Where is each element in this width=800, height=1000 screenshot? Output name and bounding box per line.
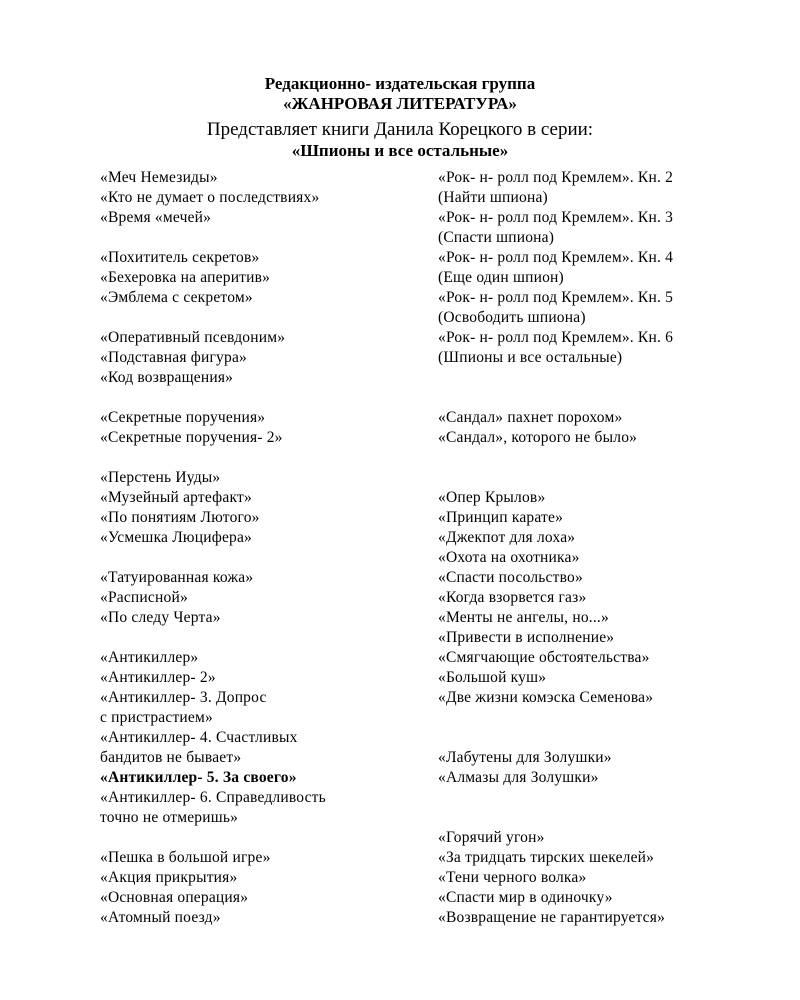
book-title-line: «Антикиллер- 5. За своего» <box>100 769 297 786</box>
blank-line <box>438 808 783 828</box>
blank-line <box>438 708 783 728</box>
book-title-line: «Перстень Иуды» <box>100 469 221 486</box>
book-title-line: «Рок- н- ролл под Кремлем». Кн. 3 <box>438 209 674 226</box>
blank-line <box>438 448 783 468</box>
blank-line <box>100 548 420 568</box>
book-title-line: «Сандал», которого не было» <box>438 429 638 446</box>
left-book-list <box>100 168 420 928</box>
book-title-line: «Эмблема с секретом» <box>100 289 253 306</box>
book-title-line: «Тени черного волка» <box>438 869 587 886</box>
book-title-line: «Татуированная кожа» <box>100 569 254 586</box>
book-title-line: «Принцип карате» <box>438 509 564 526</box>
blank-line <box>100 448 420 468</box>
presents-line: Представляет книги Данила Корецкого в серии: <box>206 119 594 140</box>
book-title-line: «Код возвращения» <box>100 369 234 386</box>
right-book-list <box>438 168 783 928</box>
book-title-line: «Большой куш» <box>438 669 547 686</box>
book-title-line: «Антикиллер- 6. Справедливость <box>100 789 326 806</box>
book-title-line: «Джекпот для лоха» <box>438 529 576 546</box>
book-title-line: «Подставная фигура» <box>100 349 247 366</box>
book-title-line: «Рок- н- ролл под Кремлем». Кн. 5 <box>438 289 674 306</box>
book-title-line: «Лабутены для Золушки» <box>438 749 612 766</box>
blank-line <box>438 788 783 808</box>
book-title-line: «Рок- н- ролл под Кремлем». Кн. 6 <box>438 329 674 346</box>
book-title-line: «За тридцать тирских шекелей» <box>438 849 655 866</box>
book-title-line: (Шпионы и все остальные) <box>438 349 623 366</box>
book-title-line: бандитов не бывает» <box>100 749 242 766</box>
book-title-line: «Оперативный псевдоним» <box>100 329 286 346</box>
book-title-line: «Когда взорвется газ» <box>438 589 587 606</box>
book-title-line: «Привести в исполнение» <box>438 629 615 646</box>
book-title-line: «Усмешка Люцифера» <box>100 529 253 546</box>
publisher-name: Редакционно- издательская группа <box>264 74 536 93</box>
book-title-line: «Две жизни комэска Семенова» <box>438 689 654 706</box>
book-title-line: «Спасти мир в одиночку» <box>438 889 613 906</box>
blank-line <box>100 308 420 328</box>
book-title-line: «Похититель секретов» <box>100 249 260 266</box>
book-title-line: «Охота на охотника» <box>438 549 580 566</box>
blank-line <box>100 628 420 648</box>
book-title-line: «Возвращение не гарантируется» <box>438 909 666 926</box>
blank-line <box>100 828 420 848</box>
book-title-line: «По понятиям Лютого» <box>100 509 260 526</box>
book-title-line: (Освободить шпиона) <box>438 309 586 326</box>
book-title-line: «Спасти посольство» <box>438 569 583 586</box>
book-title-line: «Антикиллер- 3. Допрос <box>100 689 267 706</box>
blank-line <box>438 388 783 408</box>
blank-line <box>100 388 420 408</box>
book-title-line: «Меч Немезиды» <box>100 169 218 186</box>
publisher-group-title: «ЖАНРОВАЯ ЛИТЕРАТУРА» <box>283 94 517 113</box>
book-title-line: «Алмазы для Золушки» <box>438 769 599 786</box>
book-title-line: «Сандал» пахнет порохом» <box>438 409 623 426</box>
book-title-line: «Основная операция» <box>100 889 249 906</box>
book-title-line: «Секретные поручения- 2» <box>100 429 283 446</box>
book-title-line: «Музейный артефакт» <box>100 489 252 506</box>
book-title-line: «Антикиллер» <box>100 649 199 666</box>
book-title-line: (Спасти шпиона) <box>438 229 555 246</box>
blank-line <box>438 468 783 488</box>
book-title-line: «Антикиллер- 2» <box>100 669 216 686</box>
book-title-line: «Пешка в большой игре» <box>100 849 271 866</box>
book-title-line: «Бехеровка на аперитив» <box>100 269 271 286</box>
blank-line <box>438 728 783 748</box>
book-title-line: точно не отмеришь» <box>100 809 239 826</box>
book-title-line: (Еще один шпион) <box>438 269 564 286</box>
book-title-line: «Рок- н- ролл под Кремлем». Кн. 2 <box>438 169 674 186</box>
book-title-line: (Найти шпиона) <box>438 189 548 206</box>
book-title-line: «Расписной» <box>100 589 188 606</box>
book-title-line: «Секретные поручения» <box>100 409 266 426</box>
book-title-line: с пристрастием» <box>100 709 213 726</box>
book-title-line: «Атомный поезд» <box>100 909 221 926</box>
book-title-line: «Рок- н- ролл под Кремлем». Кн. 4 <box>438 249 674 266</box>
book-title-line: «По следу Черта» <box>100 609 221 626</box>
blank-line <box>438 368 783 388</box>
book-title-line: «Смягчающие обстоятельства» <box>438 649 650 666</box>
book-title-line: «Антикиллер- 4. Счастливых <box>100 729 298 746</box>
book-title-line: «Акция прикрытия» <box>100 869 238 886</box>
blank-line <box>100 228 420 248</box>
series-title: «Шпионы и все остальные» <box>291 141 509 160</box>
book-title-line: «Время «мечей» <box>100 209 212 226</box>
book-title-line: «Горячий угон» <box>438 829 545 846</box>
book-title-line: «Менты не ангелы, но...» <box>438 609 609 626</box>
book-title-line: «Опер Крылов» <box>438 489 546 506</box>
book-title-line: «Кто не думает о последствиях» <box>100 189 320 206</box>
